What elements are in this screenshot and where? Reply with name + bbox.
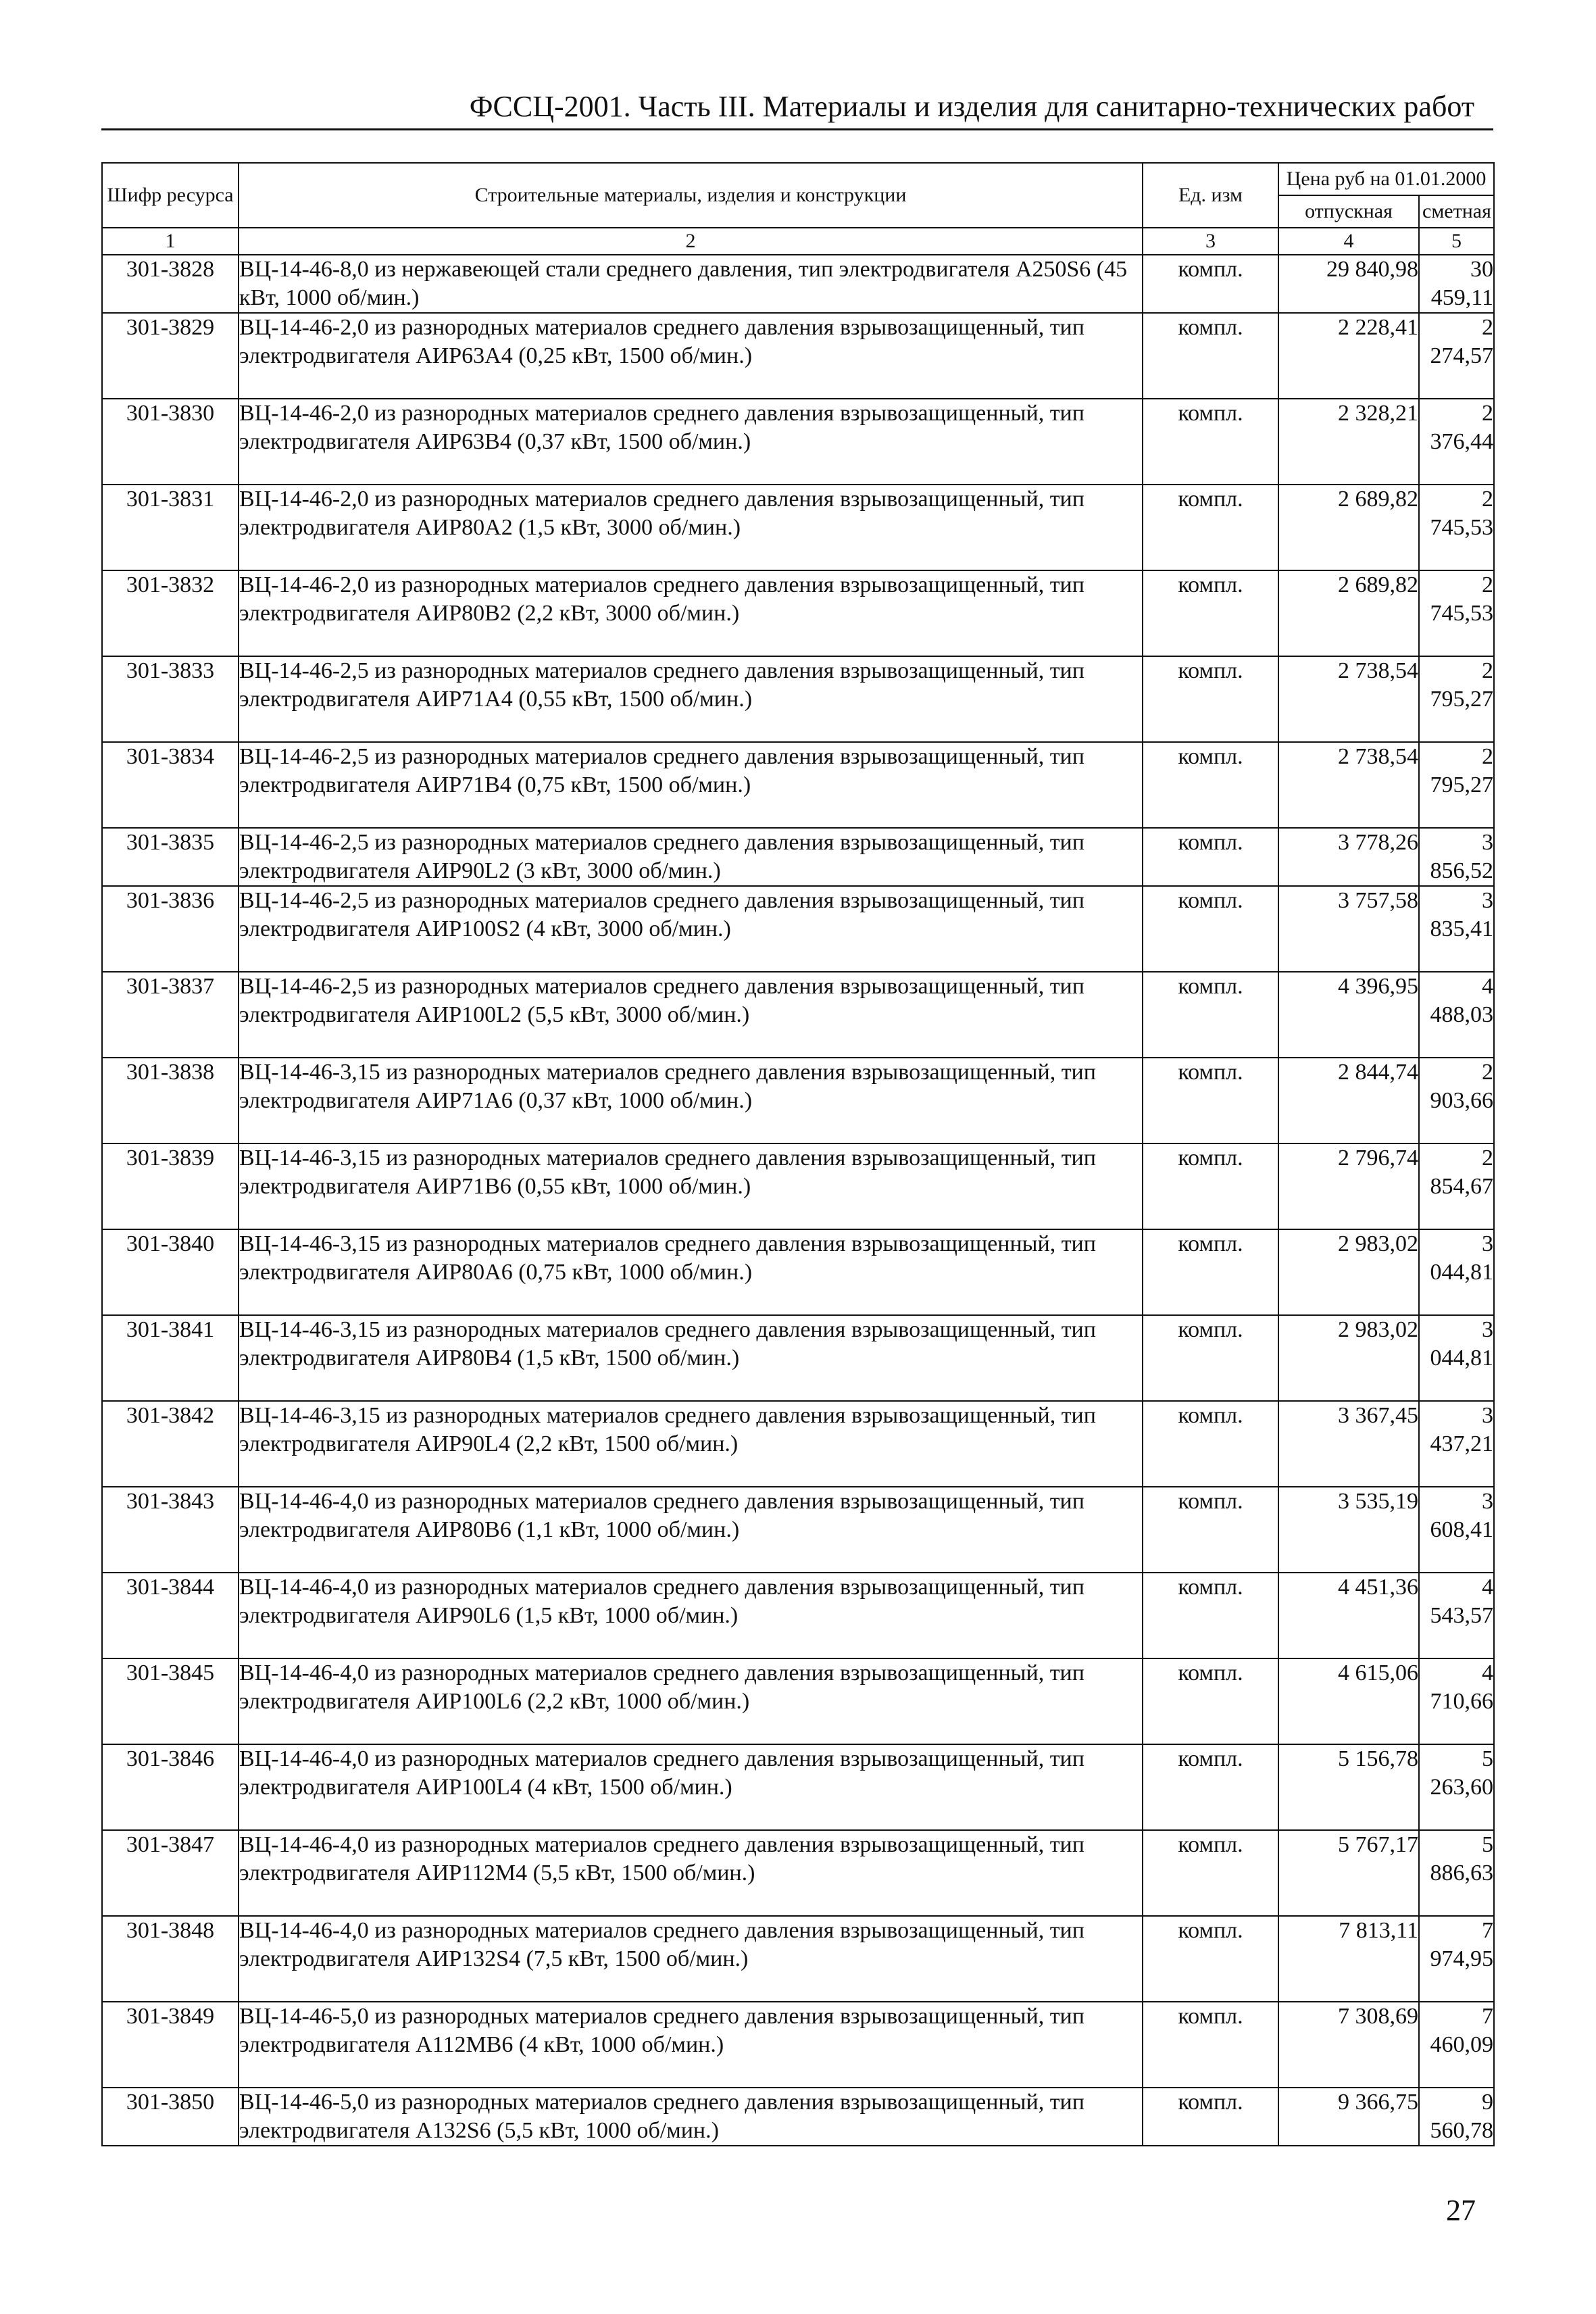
table-row: [102, 570, 1494, 656]
table-row: [102, 742, 1494, 828]
estimate-price-cell: 7 974,95: [1419, 1916, 1494, 2002]
description-cell: ВЦ-14-46-2,0 из разнородных материалов среднего давления взрывозащищенный, тип электродвигателя АИР63А4 (0,25 кВт, 1500 об/мин.): [239, 313, 1143, 399]
release-price-cell: 3 778,26: [1278, 828, 1419, 886]
release-price-cell: 3 757,58: [1278, 886, 1419, 972]
unit-cell: компл.: [1143, 742, 1278, 828]
description-cell: ВЦ-14-46-2,5 из разнородных материалов среднего давления взрывозащищенный, тип электродвигателя АИР71А4 (0,55 кВт, 1500 об/мин.): [239, 656, 1143, 742]
estimate-price-cell: 30 459,11: [1419, 255, 1494, 313]
description-cell: ВЦ-14-46-3,15 из разнородных материалов среднего давления взрывозащищенный, тип электродвигателя АИР71В6 (0,55 кВт, 1000 об/мин.): [239, 1143, 1143, 1229]
estimate-price-cell: 5 886,63: [1419, 1830, 1494, 1916]
resource-code-cell: 301-3849: [102, 2002, 239, 2088]
resource-code-cell: 301-3832: [102, 570, 239, 656]
resource-code-cell: 301-3846: [102, 1744, 239, 1830]
unit-cell: компл.: [1143, 2088, 1278, 2146]
description-cell: ВЦ-14-46-4,0 из разнородных материалов среднего давления взрывозащищенный, тип электродвигателя АИР100L6 (2,2 кВт, 1000 об/мин.): [239, 1658, 1143, 1744]
estimate-price-cell: 4 710,66: [1419, 1658, 1494, 1744]
unit-cell: компл.: [1143, 313, 1278, 399]
estimate-price-cell: 3 856,52: [1419, 828, 1494, 886]
release-price-cell: 2 844,74: [1278, 1058, 1419, 1143]
unit-cell: компл.: [1143, 1229, 1278, 1315]
description-cell: ВЦ-14-46-3,15 из разнородных материалов среднего давления взрывозащищенный, тип электродвигателя АИР80А6 (0,75 кВт, 1000 об/мин.): [239, 1229, 1143, 1315]
header-price: Цена руб на 01.01.2000: [1278, 163, 1494, 195]
resource-code-cell: 301-3842: [102, 1401, 239, 1487]
table-row: [102, 313, 1494, 399]
release-price-cell: 9 366,75: [1278, 2088, 1419, 2146]
column-number: 2: [239, 228, 1143, 255]
table-row: [102, 1658, 1494, 1744]
table-row: [102, 972, 1494, 1058]
estimate-price-cell: 2 903,66: [1419, 1058, 1494, 1143]
description-cell: ВЦ-14-46-4,0 из разнородных материалов среднего давления взрывозащищенный, тип электродвигателя АИР100L4 (4 кВт, 1500 об/мин.): [239, 1744, 1143, 1830]
release-price-cell: 2 738,54: [1278, 656, 1419, 742]
header-name: Строительные материалы, изделия и конструкции: [239, 163, 1143, 228]
release-price-cell: 3 535,19: [1278, 1487, 1419, 1573]
resource-code-cell: 301-3847: [102, 1830, 239, 1916]
release-price-cell: 4 396,95: [1278, 972, 1419, 1058]
description-cell: ВЦ-14-46-4,0 из разнородных материалов среднего давления взрывозащищенный, тип электродвигателя АИР90L6 (1,5 кВт, 1000 об/мин.): [239, 1573, 1143, 1658]
table-row: [102, 656, 1494, 742]
table-row: [102, 1401, 1494, 1487]
unit-cell: компл.: [1143, 886, 1278, 972]
resource-code-cell: 301-3837: [102, 972, 239, 1058]
description-cell: ВЦ-14-46-3,15 из разнородных материалов среднего давления взрывозащищенный, тип электродвигателя АИР90L4 (2,2 кВт, 1500 об/мин.): [239, 1401, 1143, 1487]
table-row: [102, 1830, 1494, 1916]
price-table: [101, 162, 1495, 2146]
release-price-cell: 2 983,02: [1278, 1229, 1419, 1315]
table-row: [102, 1744, 1494, 1830]
resource-code-cell: 301-3845: [102, 1658, 239, 1744]
table-row: [102, 1573, 1494, 1658]
description-cell: ВЦ-14-46-2,5 из разнородных материалов среднего давления взрывозащищенный, тип электродвигателя АИР100S2 (4 кВт, 3000 об/мин.): [239, 886, 1143, 972]
estimate-price-cell: 2 274,57: [1419, 313, 1494, 399]
table-body: [102, 255, 1494, 2146]
unit-cell: компл.: [1143, 399, 1278, 485]
table-row: [102, 1229, 1494, 1315]
resource-code-cell: 301-3836: [102, 886, 239, 972]
unit-cell: компл.: [1143, 1744, 1278, 1830]
description-cell: ВЦ-14-46-4,0 из разнородных материалов среднего давления взрывозащищенный, тип электродвигателя АИР112М4 (5,5 кВт, 1500 об/мин.): [239, 1830, 1143, 1916]
release-price-cell: 3 367,45: [1278, 1401, 1419, 1487]
running-header: ФССЦ-2001. Часть III. Материалы и изделия для санитарно-технических работ: [469, 90, 1474, 123]
column-number: 4: [1278, 228, 1419, 255]
unit-cell: компл.: [1143, 972, 1278, 1058]
table-row: [102, 1143, 1494, 1229]
release-price-cell: 2 328,21: [1278, 399, 1419, 485]
estimate-price-cell: 2 795,27: [1419, 656, 1494, 742]
unit-cell: компл.: [1143, 570, 1278, 656]
unit-cell: компл.: [1143, 1573, 1278, 1658]
release-price-cell: 4 615,06: [1278, 1658, 1419, 1744]
resource-code-cell: 301-3843: [102, 1487, 239, 1573]
description-cell: ВЦ-14-46-2,0 из разнородных материалов среднего давления взрывозащищенный, тип электродвигателя АИР80А2 (1,5 кВт, 3000 об/мин.): [239, 485, 1143, 570]
table-row: [102, 886, 1494, 972]
description-cell: ВЦ-14-46-4,0 из разнородных материалов среднего давления взрывозащищенный, тип электродвигателя АИР132S4 (7,5 кВт, 1500 об/мин.): [239, 1916, 1143, 2002]
resource-code-cell: 301-3839: [102, 1143, 239, 1229]
estimate-price-cell: 4 488,03: [1419, 972, 1494, 1058]
unit-cell: компл.: [1143, 1916, 1278, 2002]
table-row: [102, 485, 1494, 570]
description-cell: ВЦ-14-46-3,15 из разнородных материалов среднего давления взрывозащищенный, тип электродвигателя АИР71А6 (0,37 кВт, 1000 об/мин.): [239, 1058, 1143, 1143]
estimate-price-cell: 9 560,78: [1419, 2088, 1494, 2146]
release-price-cell: 2 689,82: [1278, 570, 1419, 656]
estimate-price-cell: 3 044,81: [1419, 1315, 1494, 1401]
resource-code-cell: 301-3844: [102, 1573, 239, 1658]
unit-cell: компл.: [1143, 1143, 1278, 1229]
estimate-price-cell: 3 835,41: [1419, 886, 1494, 972]
resource-code-cell: 301-3838: [102, 1058, 239, 1143]
estimate-price-cell: 3 608,41: [1419, 1487, 1494, 1573]
resource-code-cell: 301-3828: [102, 255, 239, 313]
estimate-price-cell: 2 745,53: [1419, 485, 1494, 570]
resource-code-cell: 301-3833: [102, 656, 239, 742]
resource-code-cell: 301-3841: [102, 1315, 239, 1401]
description-cell: ВЦ-14-46-4,0 из разнородных материалов среднего давления взрывозащищенный, тип электродвигателя АИР80В6 (1,1 кВт, 1000 об/мин.): [239, 1487, 1143, 1573]
estimate-price-cell: 3 437,21: [1419, 1401, 1494, 1487]
description-cell: ВЦ-14-46-2,5 из разнородных материалов среднего давления взрывозащищенный, тип электродвигателя АИР100L2 (5,5 кВт, 3000 об/мин.): [239, 972, 1143, 1058]
header-code: Шифр ресурса: [102, 163, 239, 228]
table-row: [102, 1315, 1494, 1401]
description-cell: ВЦ-14-46-2,0 из разнородных материалов среднего давления взрывозащищенный, тип электродвигателя АИР63В4 (0,37 кВт, 1500 об/мин.): [239, 399, 1143, 485]
unit-cell: компл.: [1143, 1830, 1278, 1916]
resource-code-cell: 301-3850: [102, 2088, 239, 2146]
table-row: [102, 1487, 1494, 1573]
unit-cell: компл.: [1143, 2002, 1278, 2088]
release-price-cell: 7 308,69: [1278, 2002, 1419, 2088]
resource-code-cell: 301-3835: [102, 828, 239, 886]
header-release: отпускная: [1278, 195, 1419, 228]
description-cell: ВЦ-14-46-3,15 из разнородных материалов среднего давления взрывозащищенный, тип электродвигателя АИР80В4 (1,5 кВт, 1500 об/мин.): [239, 1315, 1143, 1401]
estimate-price-cell: 2 854,67: [1419, 1143, 1494, 1229]
release-price-cell: 2 689,82: [1278, 485, 1419, 570]
release-price-cell: 2 796,74: [1278, 1143, 1419, 1229]
estimate-price-cell: 2 745,53: [1419, 570, 1494, 656]
page-number: 27: [1446, 2194, 1476, 2227]
table-row: [102, 399, 1494, 485]
column-number: 3: [1143, 228, 1278, 255]
release-price-cell: 2 228,41: [1278, 313, 1419, 399]
unit-cell: компл.: [1143, 1487, 1278, 1573]
table-row: [102, 2002, 1494, 2088]
unit-cell: компл.: [1143, 255, 1278, 313]
estimate-price-cell: 3 044,81: [1419, 1229, 1494, 1315]
resource-code-cell: 301-3831: [102, 485, 239, 570]
table-row: [102, 828, 1494, 886]
release-price-cell: 2 983,02: [1278, 1315, 1419, 1401]
unit-cell: компл.: [1143, 1401, 1278, 1487]
resource-code-cell: 301-3848: [102, 1916, 239, 2002]
estimate-price-cell: 2 795,27: [1419, 742, 1494, 828]
header-unit: Ед. изм: [1143, 163, 1278, 228]
resource-code-cell: 301-3840: [102, 1229, 239, 1315]
description-cell: ВЦ-14-46-2,5 из разнородных материалов среднего давления взрывозащищенный, тип электродвигателя АИР90L2 (3 кВт, 3000 об/мин.): [239, 828, 1143, 886]
table-row: [102, 255, 1494, 313]
column-number: 1: [102, 228, 239, 255]
release-price-cell: 7 813,11: [1278, 1916, 1419, 2002]
description-cell: ВЦ-14-46-2,0 из разнородных материалов среднего давления взрывозащищенный, тип электродвигателя АИР80В2 (2,2 кВт, 3000 об/мин.): [239, 570, 1143, 656]
description-cell: ВЦ-14-46-2,5 из разнородных материалов среднего давления взрывозащищенный, тип электродвигателя АИР71В4 (0,75 кВт, 1500 об/мин.): [239, 742, 1143, 828]
unit-cell: компл.: [1143, 1058, 1278, 1143]
unit-cell: компл.: [1143, 656, 1278, 742]
column-number: 5: [1419, 228, 1494, 255]
release-price-cell: 4 451,36: [1278, 1573, 1419, 1658]
release-price-cell: 2 738,54: [1278, 742, 1419, 828]
description-cell: ВЦ-14-46-5,0 из разнородных материалов среднего давления взрывозащищенный, тип электродвигателя А112МВ6 (4 кВт, 1000 об/мин.): [239, 2002, 1143, 2088]
unit-cell: компл.: [1143, 828, 1278, 886]
table-row: [102, 1058, 1494, 1143]
estimate-price-cell: 4 543,57: [1419, 1573, 1494, 1658]
resource-code-cell: 301-3829: [102, 313, 239, 399]
header-estimate: сметная: [1419, 195, 1494, 228]
release-price-cell: 5 767,17: [1278, 1830, 1419, 1916]
table-row: [102, 2088, 1494, 2146]
release-price-cell: 5 156,78: [1278, 1744, 1419, 1830]
estimate-price-cell: 5 263,60: [1419, 1744, 1494, 1830]
unit-cell: компл.: [1143, 1658, 1278, 1744]
description-cell: ВЦ-14-46-8,0 из нержавеющей стали среднего давления, тип электродвигателя А250S6 (45 кВт, 1000 об/мин.): [239, 255, 1143, 313]
estimate-price-cell: 7 460,09: [1419, 2002, 1494, 2088]
description-cell: ВЦ-14-46-5,0 из разнородных материалов среднего давления взрывозащищенный, тип электродвигателя А132S6 (5,5 кВт, 1000 об/мин.): [239, 2088, 1143, 2146]
release-price-cell: 29 840,98: [1278, 255, 1419, 313]
column-numbers-row: [102, 228, 1494, 255]
resource-code-cell: 301-3830: [102, 399, 239, 485]
header-rule: [101, 128, 1493, 130]
estimate-price-cell: 2 376,44: [1419, 399, 1494, 485]
unit-cell: компл.: [1143, 485, 1278, 570]
unit-cell: компл.: [1143, 1315, 1278, 1401]
resource-code-cell: 301-3834: [102, 742, 239, 828]
table-row: [102, 1916, 1494, 2002]
